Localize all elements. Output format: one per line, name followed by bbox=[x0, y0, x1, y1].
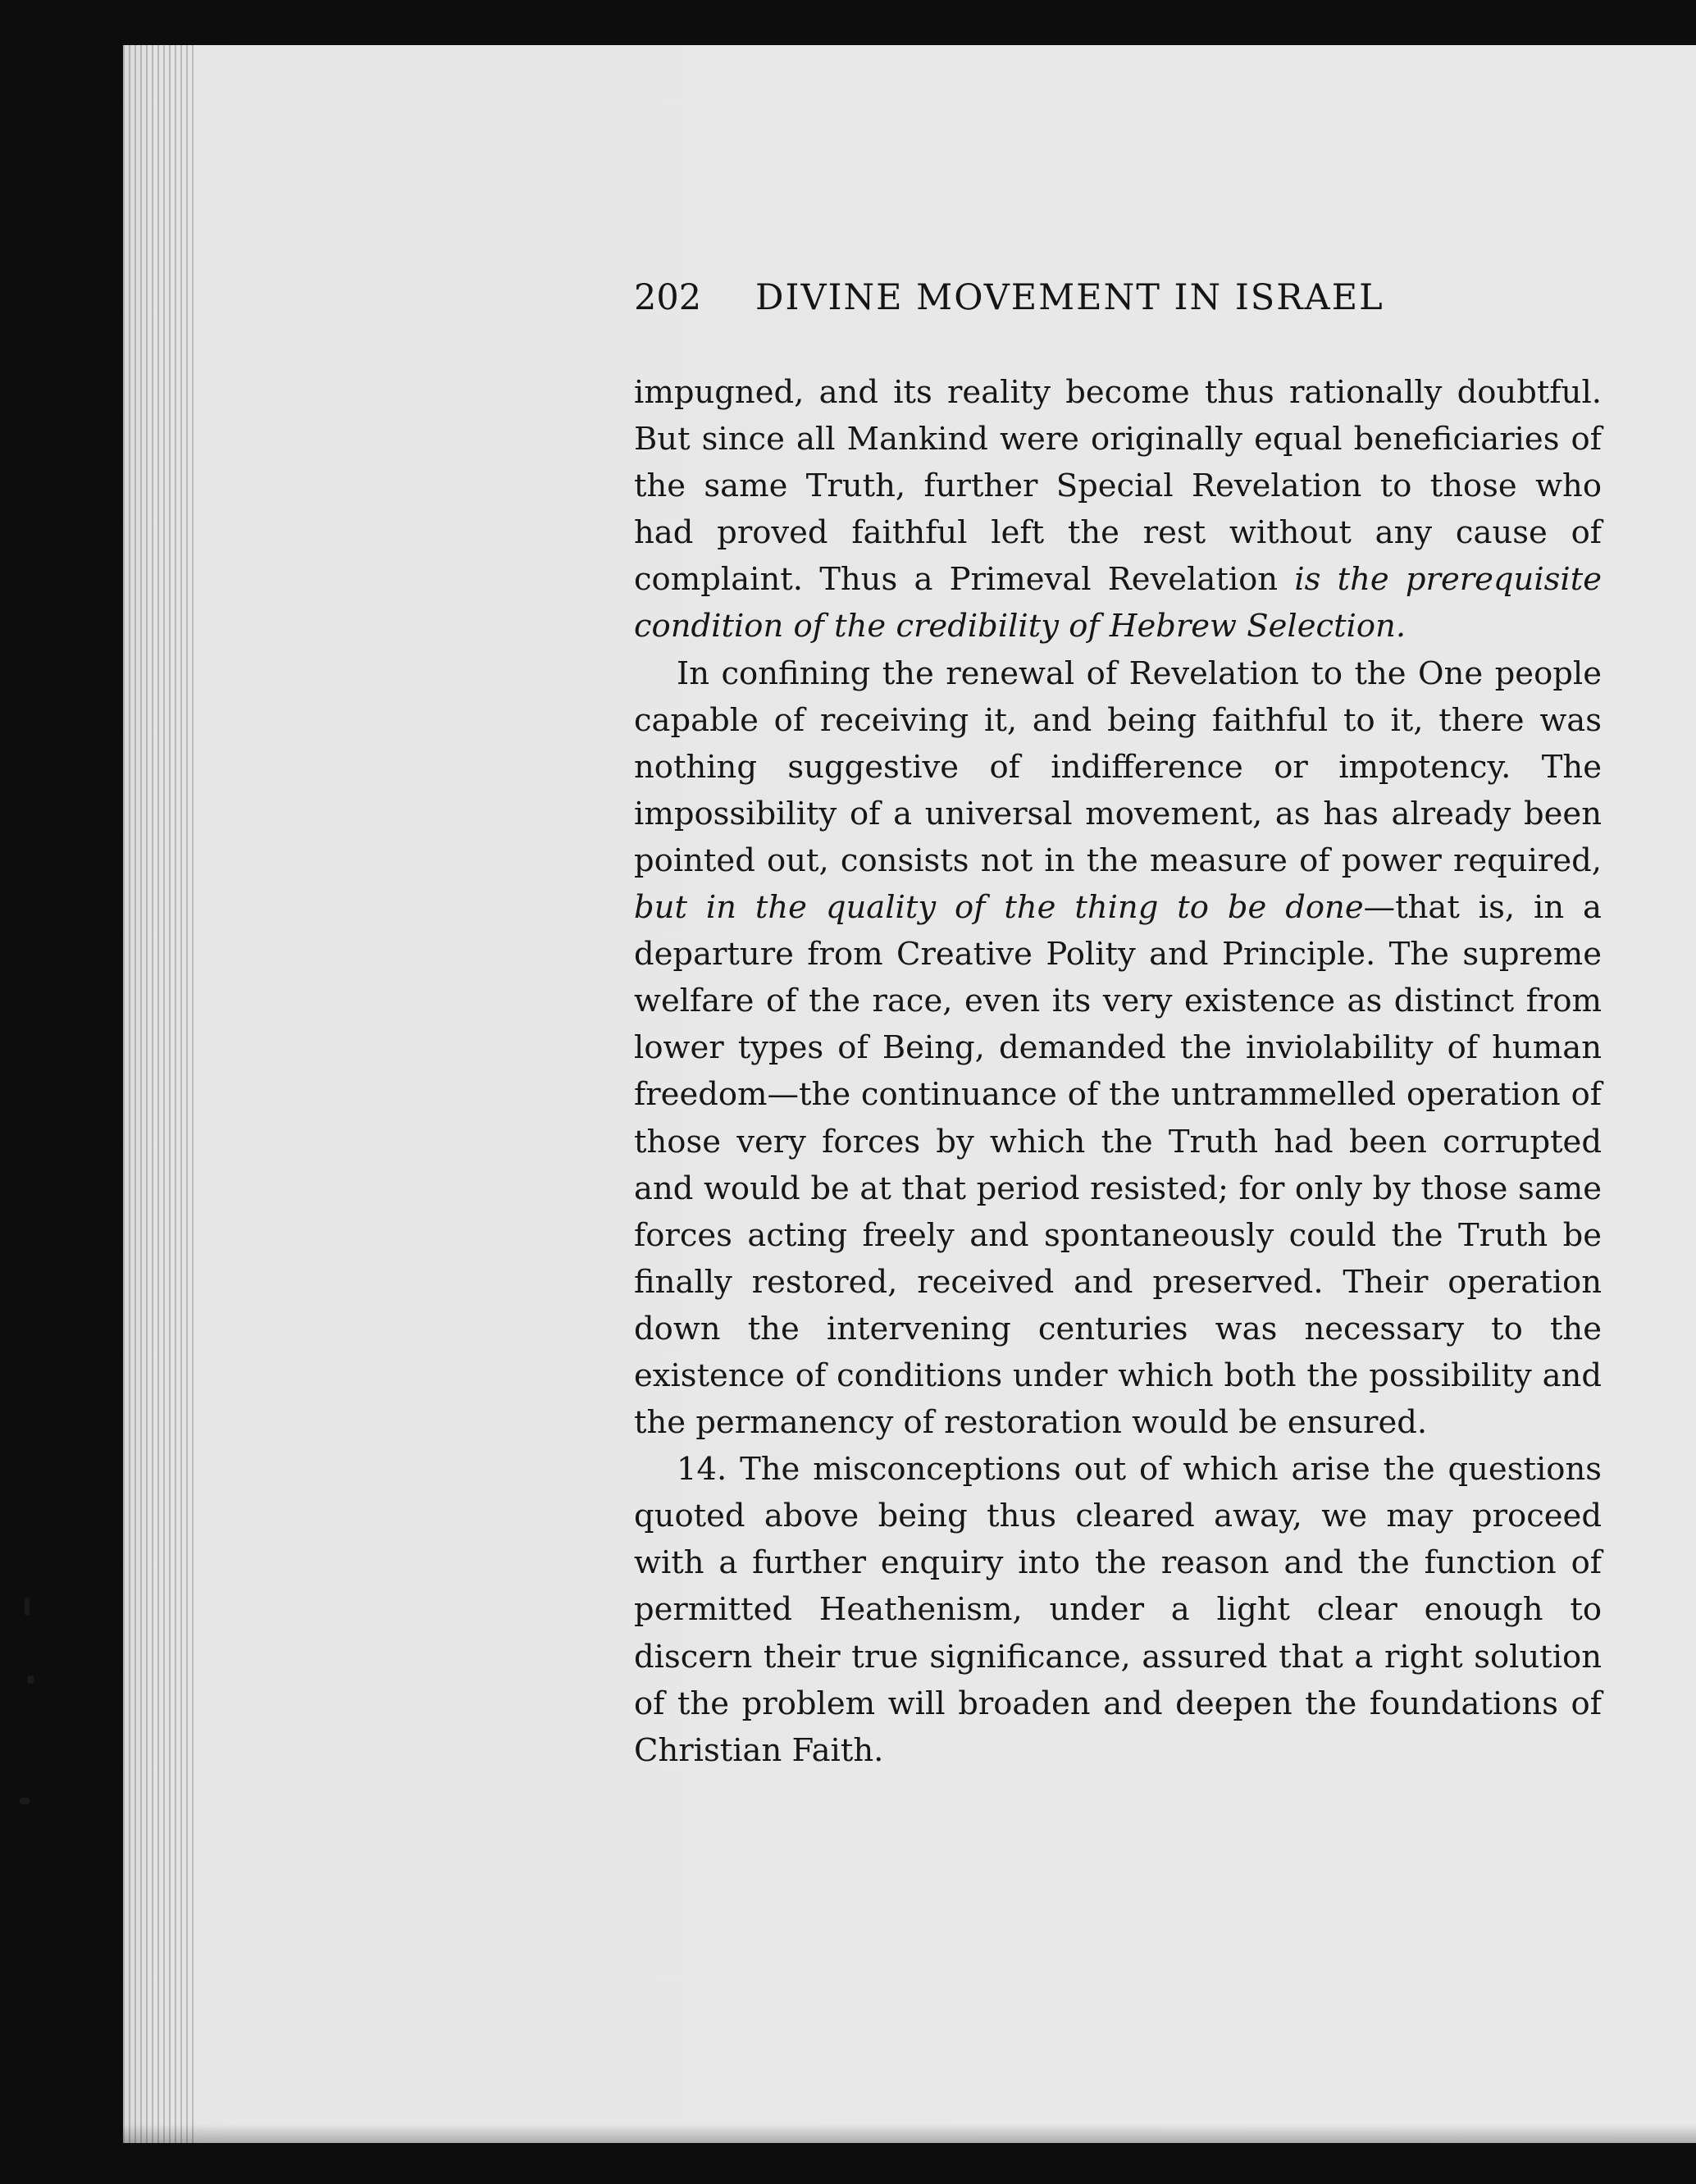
page-edge-stack bbox=[123, 45, 197, 2143]
italic-run: is the prerequisite condition of the credibility of Hebrew Selection. bbox=[634, 561, 1602, 645]
running-head bbox=[634, 273, 1602, 322]
paragraph-1 bbox=[634, 369, 1602, 650]
body-text bbox=[634, 369, 1602, 1774]
page-bottom-shadow bbox=[123, 2124, 1696, 2143]
margin-speck bbox=[27, 1676, 34, 1684]
text-run: —that is, in a departure from Creative Polity and Principle. The supreme welfare of the race, even its very existence as distinct from lower types of Being, demanded the inviolability of human freedom—the continuance of the untrammelled operation of those very forces by which the Truth had been corrupted and would be at that period resisted; for only by those same forces acting freely and spontaneously could the Truth be finally restored, received and preserved. Their operation down the intervening centuries was necessary to the existence of conditions under which both the possibility and the permanency of restoration would be ensured. bbox=[634, 889, 1602, 1442]
margin-speck bbox=[25, 1598, 30, 1616]
text-run: In confining the renewal of Revelation to the One people capable of receiving it, and being faithful to it, there was nothing suggestive of indifference or impotency. The impossibility of a universal movement, as has already been pointed out, consists not in the measure of power required, bbox=[634, 654, 1602, 879]
paragraph-3 bbox=[634, 1446, 1602, 1774]
paragraph-2 bbox=[634, 650, 1602, 1447]
running-title: DIVINE MOVEMENT IN ISRAEL bbox=[755, 277, 1384, 318]
margin-speck bbox=[20, 1798, 30, 1804]
text-run: impugned, and its reality become thus rationally doubtful. But since all Mankind were originally equal beneficiaries of the same Truth, further Special Revelation to those who had proved faithful left the rest without any cause of complaint. Thus a Primeval Revelation bbox=[634, 374, 1602, 599]
italic-run: but in the quality of the thing to be done bbox=[634, 889, 1364, 927]
page-number: 202 bbox=[634, 277, 702, 318]
text-run: 14. The misconceptions out of which arise the questions quoted above being thus cleared away, we may proceed with a further enquiry into the reason and the function of permitted Heathenism, under a light clear enough to discern their true significance, assured that a right solution of the problem will broaden and deepen the foundations of Christian Faith. bbox=[634, 1451, 1602, 1769]
